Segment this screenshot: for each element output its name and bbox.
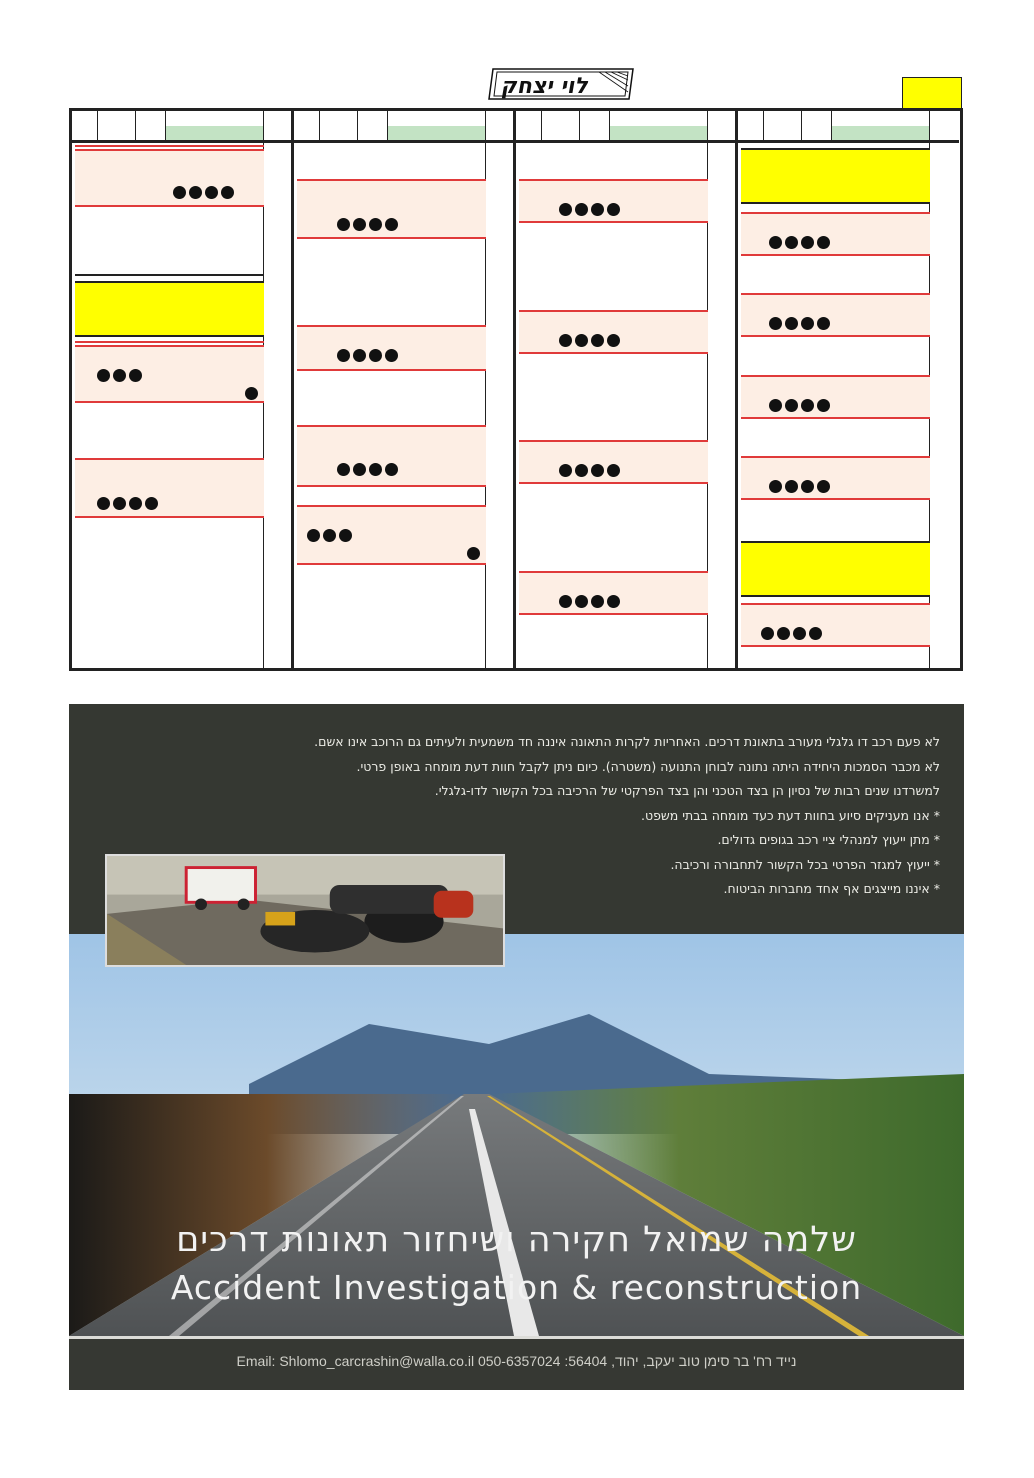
booked-slot[interactable]	[297, 325, 486, 371]
dot-marker	[97, 497, 158, 510]
grid-column-4	[738, 111, 959, 668]
single-dot	[467, 547, 480, 560]
dot-marker	[559, 595, 620, 608]
dot-marker	[769, 399, 830, 412]
booked-slot[interactable]	[519, 310, 708, 354]
ad-description	[90, 730, 940, 902]
advertisement	[69, 704, 964, 1390]
dot-marker	[337, 349, 398, 362]
dot-marker	[559, 203, 620, 216]
dot-marker	[769, 236, 830, 249]
corner-highlight-box	[902, 77, 962, 109]
highlighted-slot[interactable]	[741, 148, 930, 204]
ad-paragraph-line: לא פעם רכב דו גלגלי מעורב בתאונת דרכים. האחריות לקרות התאונה איננה חד משמעית ולעיתים גם הרוכב אינו אשם.	[314, 734, 940, 749]
highlighted-slot[interactable]	[75, 281, 264, 337]
dot-marker	[769, 480, 830, 493]
dot-marker	[337, 218, 398, 231]
ad-title-hebrew: שלמה שמואל חקירה ושיחזור תאונות דרכים	[176, 1220, 857, 1260]
booked-slot[interactable]	[519, 440, 708, 484]
booked-slot[interactable]	[519, 179, 708, 223]
booked-slot[interactable]	[741, 456, 930, 500]
ad-paragraph-line: לא מכבר הסמכות היחידה היתה נתונה לבוחן התנועה (משטרה). כיום ניתן לקבל חוות דעת מומחה באופן פרטי.	[356, 758, 940, 774]
booked-slot[interactable]	[741, 603, 930, 647]
booked-slot[interactable]	[741, 375, 930, 419]
dot-marker	[97, 369, 142, 382]
dot-marker	[337, 463, 398, 476]
ad-bullet: * איננו מייצגים אף אחד מחברות הביטוח.	[723, 881, 940, 896]
booked-slot[interactable]	[297, 179, 486, 239]
dot-marker	[761, 627, 822, 640]
booked-slot[interactable]	[297, 425, 486, 487]
dot-marker	[307, 529, 352, 542]
grid-column-1	[72, 111, 293, 668]
logo	[487, 66, 635, 102]
grid-column-3	[516, 111, 737, 668]
dot-marker	[173, 186, 234, 199]
ad-paragraph-line: למשרדנו שנים רבות של נסיון הן בצד הטכני והן בצד הפרקטי של הרכיבה בכל הקשור לדו-גלגלי.	[434, 783, 940, 798]
highlighted-slot[interactable]	[741, 541, 930, 597]
ad-bullet: * אנו מעניקים סיוע בחוות דעת כעד מומחה בבתי משפט.	[641, 807, 940, 823]
booked-slot[interactable]	[741, 212, 930, 256]
ad-title-english: Accident Investigation & reconstruction	[170, 1268, 863, 1307]
dot-marker	[559, 334, 620, 347]
grid-column-2	[294, 111, 515, 668]
dot-marker	[559, 464, 620, 477]
contact-info: Email: Shlomo_carcrashin@walla.co.il 050-6357024 :נייד רח' בר סימן טוב יעקב, יהוד, 56404	[236, 1353, 797, 1369]
booked-slot[interactable]	[519, 571, 708, 615]
booked-slot[interactable]	[75, 149, 264, 207]
ad-footer	[69, 1336, 964, 1390]
dot-marker	[769, 317, 830, 330]
column-header	[294, 111, 515, 143]
single-dot	[245, 387, 258, 400]
ad-bullet: * מתן ייעוץ למנהלי ציי רכב בגופים גדולים.	[717, 832, 940, 847]
booked-slot[interactable]	[297, 505, 486, 565]
column-header	[516, 111, 737, 143]
logo-text: לוי יצחק	[499, 73, 592, 99]
column-header	[738, 111, 959, 143]
ad-bullet: * ייעוץ למגזר הפרטי בכל הקשור לתחבורה ורכיבה.	[670, 856, 940, 872]
column-header	[72, 111, 293, 143]
schedule-grid	[69, 108, 963, 671]
booked-slot[interactable]	[75, 458, 264, 518]
booked-slot[interactable]	[75, 345, 264, 403]
booked-slot[interactable]	[741, 293, 930, 337]
